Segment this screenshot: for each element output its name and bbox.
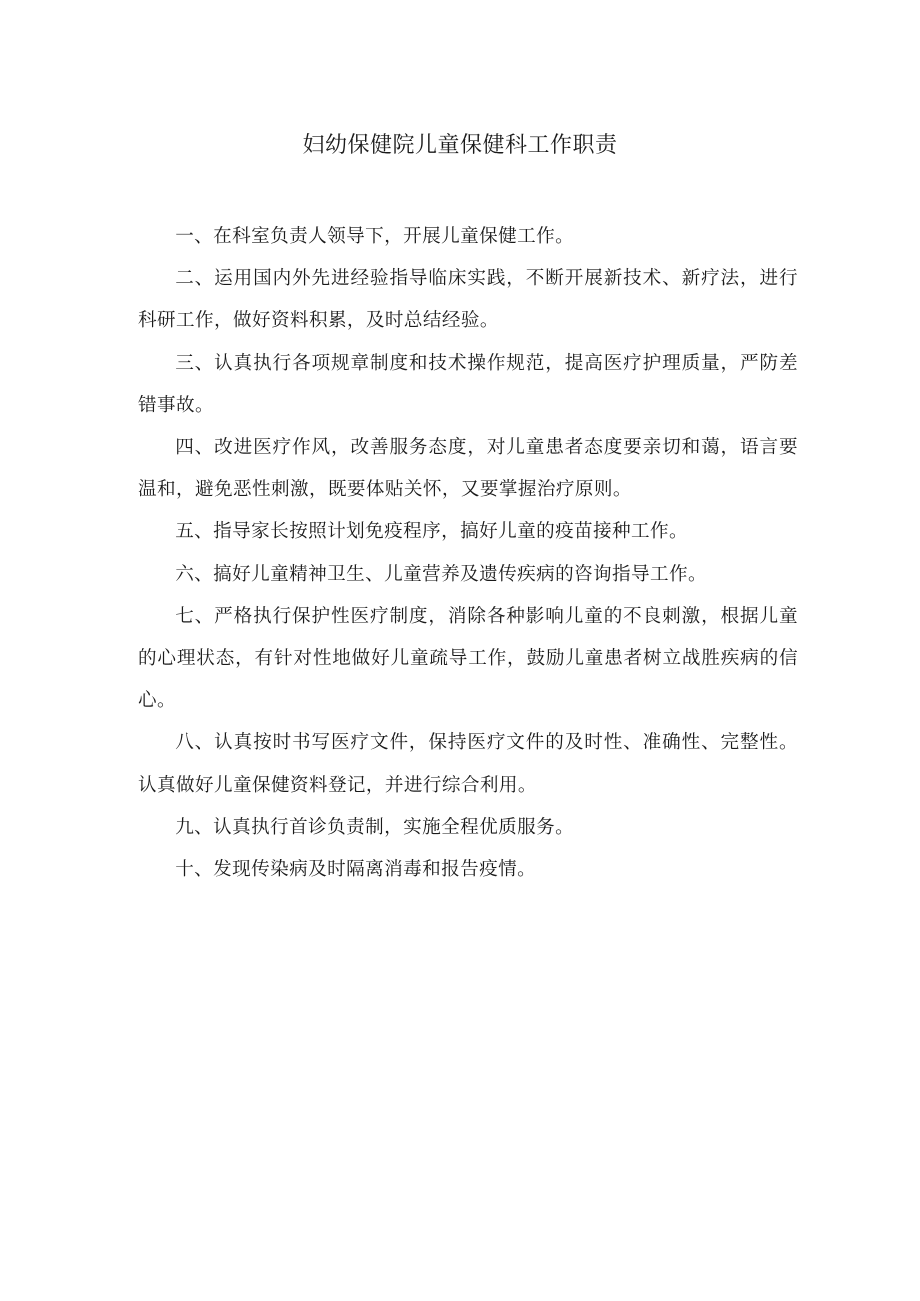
duty-item-6: 六、搞好儿童精神卫生、儿童营养及遗传疾病的咨询指导工作。 — [175, 563, 708, 585]
duty-item-9: 九、认真执行首诊负责制，实施全程优质服务。 — [175, 816, 575, 838]
duty-item-1: 一、在科室负责人领导下，开展儿童保健工作。 — [175, 226, 575, 247]
duty-item-10: 十、发现传染病及时隔离消毒和报告疫情。 — [175, 859, 537, 881]
duty-item-2: 二、运用国内外先进经验指导临床实践，不断开展新技术、新疗法，进行科研工作，做好资料积累，及时总结经验。 — [138, 268, 798, 332]
document-title: 妇幼保健院儿童保健科工作职责 — [302, 133, 618, 158]
duty-item-7: 七、严格执行保护性医疗制度，消除各种影响儿童的不良刺激，根据儿童的心理状态，有针对性地做好儿童疏导工作，鼓励儿童患者树立战胜疾病的信心。 — [138, 605, 798, 712]
duty-item-4: 四、改进医疗作风，改善服务态度，对儿童患者态度要亲切和蔼，语言要温和，避免恶性刺激，既要体贴关怀，又要掌握治疗原则。 — [138, 437, 798, 501]
document-body — [138, 216, 798, 891]
duty-item-3: 三、认真执行各项规章制度和技术操作规范，提高医疗护理质量，严防差错事故。 — [138, 352, 798, 416]
duty-item-5: 五、指导家长按照计划免疫程序，搞好儿童的疫苗接种工作。 — [175, 521, 689, 543]
duty-item-8: 八、认真按时书写医疗文件，保持医疗文件的及时性、准确性、完整性。认真做好儿童保健资料登记，并进行综合利用。 — [138, 732, 798, 796]
